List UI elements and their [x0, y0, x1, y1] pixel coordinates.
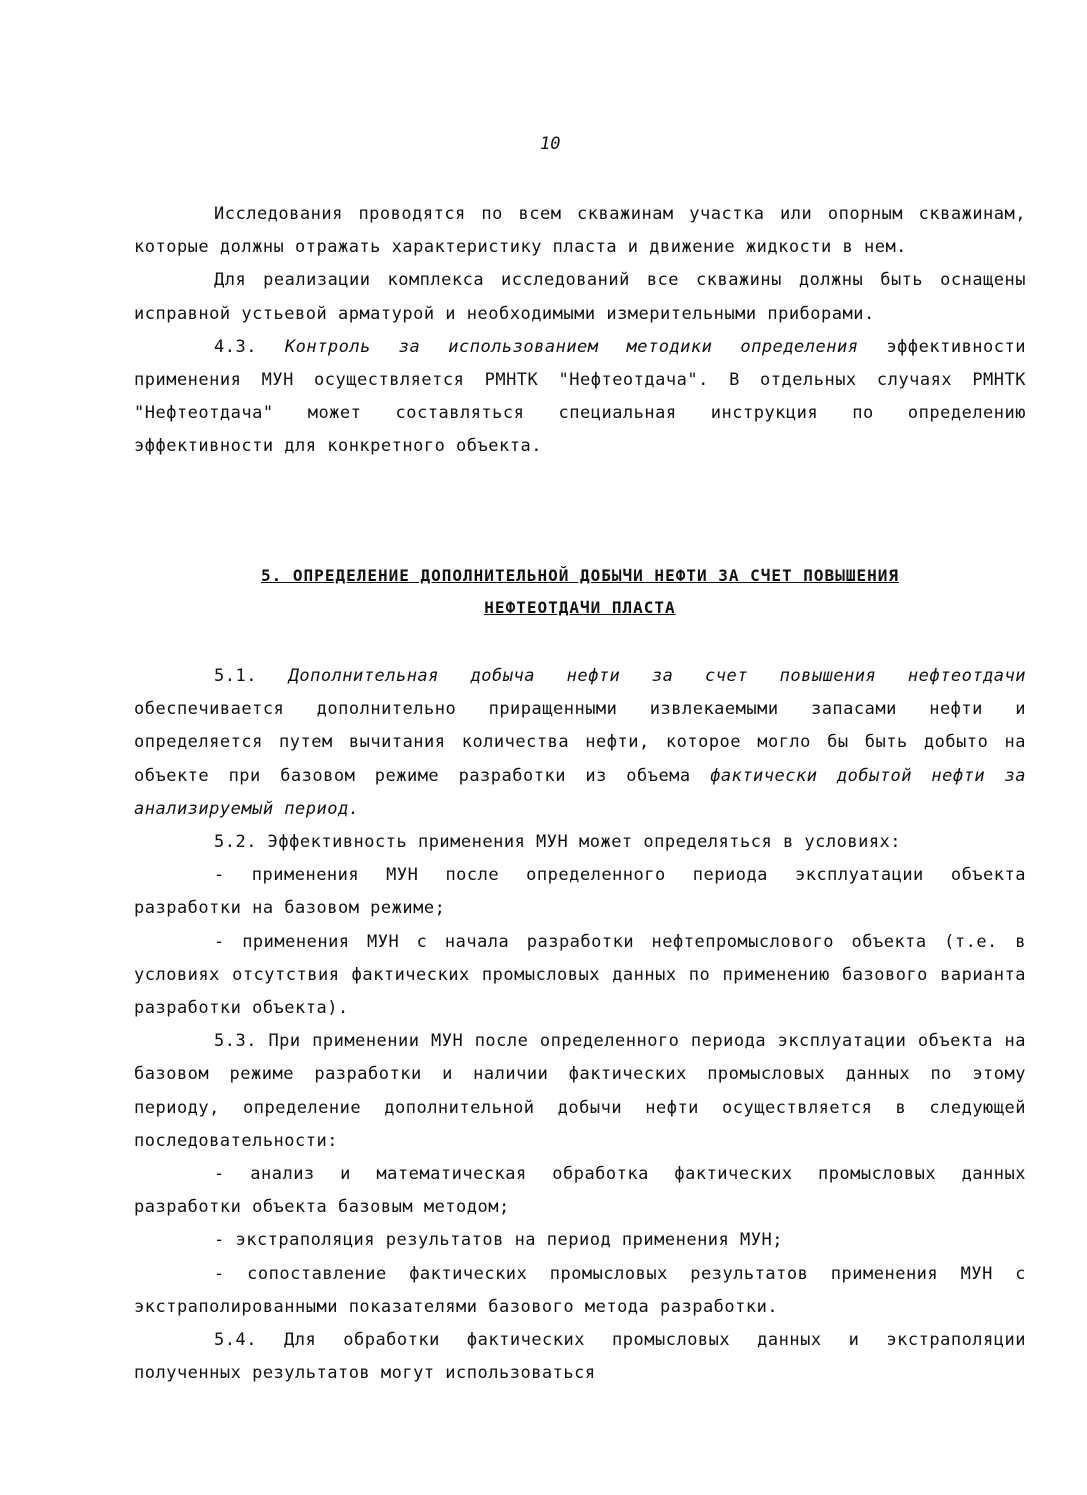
section-5-text: [134, 660, 1026, 1390]
section-4-text: [134, 198, 1026, 464]
list-item-from-start: - применения МУН с начала разработки нефтепромыслового объекта (т.е. в условиях отсутствия фактических промысловых данных по применению базового варианта разработки объекта).: [134, 931, 1026, 1019]
clause-body: обеспечивается дополнительно приращенными извлекаемыми запасами нефти и определяется путем вычитания количества нефти, которое могло бы быть добыто на объекте при базовом режиме разработки из объема: [134, 699, 1026, 786]
paragraph-5-2: 5.2. Эффективность применения МУН может определяться в условиях:: [214, 832, 902, 853]
paragraph-5-1: [134, 660, 1026, 826]
page-number: 10: [540, 134, 561, 154]
paragraph-4-3: [134, 331, 1026, 464]
clause-number: 4.3.: [214, 336, 257, 357]
paragraph-equipment: Для реализации комплекса исследований все скважины должны быть оснащены исправной устьевой арматурой и необходимыми измерительными приборами.: [134, 270, 1026, 324]
clause-number: 5.1.: [214, 666, 257, 686]
heading-line-1: 5. ОПРЕДЕЛЕНИЕ ДОПОЛНИТЕЛЬНОЙ ДОБЫЧИ НЕФТИ ЗА СЧЕТ ПОВЫШЕНИЯ: [261, 566, 899, 585]
heading-line-2: НЕФТЕОТДАЧИ ПЛАСТА: [484, 598, 676, 617]
list-item-comparison: - сопоставление фактических промысловых результатов применения МУН с экстраполированными показателями базового метода разработки.: [134, 1263, 1026, 1317]
paragraph-5-4: 5.4. Для обработки фактических промысловых данных и экстраполяции полученных результатов могут использоваться: [134, 1330, 1026, 1384]
section-5-heading: [134, 560, 1026, 624]
clause-body: эффективности применения МУН осуществляется РМНТК "Нефтеотдача". В отдельных случаях РМНТК "Нефтеотдача" может составляться специальная инструкция по определению эффективности для конкретного объекта.: [134, 336, 1026, 457]
clause-italic-lead: Дополнительная добыча нефти за счет повышения нефтеотдачи: [288, 666, 1026, 686]
list-item-analysis: - анализ и математическая обработка фактических промысловых данных разработки объекта базовым методом;: [134, 1164, 1026, 1218]
list-item-extrapolation: - экстраполяция результатов на период применения МУН;: [214, 1230, 783, 1251]
list-item-after-period: - применения МУН после определенного периода эксплуатации объекта разработки на базовом режиме;: [134, 865, 1026, 919]
paragraph-5-3: 5.3. При применении МУН после определенного периода эксплуатации объекта на базовом режиме разработки и наличии фактических промысловых данных по этому периоду, определение дополнительной добычи нефти осуществляется в следующей последовательности:: [134, 1031, 1026, 1151]
clause-italic-end: фактически добытой нефти за анализируемый период.: [134, 765, 1026, 819]
paragraph-research: Исследования проводятся по всем скважинам участка или опорным скважинам, которые должны отражать характеристику пласта и движение жидкости в нем.: [134, 204, 1026, 258]
clause-italic-lead: Контроль за использованием методики определения: [284, 336, 859, 357]
